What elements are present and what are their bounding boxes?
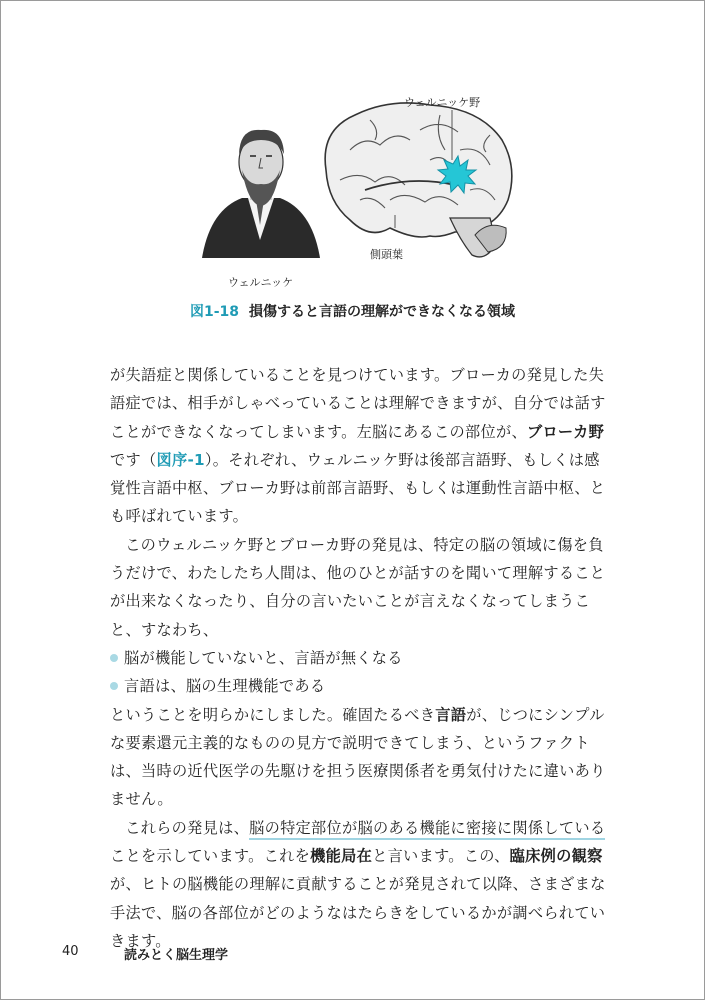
bullet-item-2 bbox=[110, 672, 610, 700]
paragraph-3-text-a: ということを明らかにしました。確固たるべき bbox=[110, 705, 436, 724]
paragraph-3-text-b: が、じつにシンプルな要素還元主義的なものの見方で説明できてしまう、というファクトは、当時の近代医学の先駆けを担う医療関係者を勇気付けたに違いありません。 bbox=[110, 705, 606, 809]
broca-area-term: ブローカ野 bbox=[526, 422, 605, 441]
paragraph-3 bbox=[110, 701, 610, 814]
clinical-observation-term: 臨床例の観察 bbox=[509, 847, 603, 866]
bullet-text-2: 言語は、脳の生理機能である bbox=[124, 677, 326, 696]
paragraph-2: このウェルニッケ野とブローカ野の発見は、特定の脳の領域に傷を負うだけで、わたしたち人間は、他のひとが話すのを聞いて理解することが出来なくなったり、自分の言いたいことが言えなくなってしまうこと、すなわち、 bbox=[110, 535, 606, 639]
wernicke-person-label: ウェルニッケ bbox=[228, 276, 294, 289]
figure-illustration bbox=[190, 90, 520, 300]
book-title: 読みとく脳生理学 bbox=[124, 948, 229, 963]
paragraph-1 bbox=[110, 361, 610, 531]
portrait-illustration bbox=[202, 130, 320, 258]
bullet-item-1 bbox=[110, 644, 610, 672]
figure-reference-link[interactable]: 図序-1 bbox=[156, 450, 205, 469]
page-number: 40 bbox=[62, 944, 79, 959]
paragraph-4-text-c: と言います。この、 bbox=[372, 847, 510, 866]
paragraph-4 bbox=[110, 814, 610, 955]
bullet-text-1: 脳が機能していないと、言語が無くなる bbox=[124, 648, 403, 667]
paragraph-4-text-b: ことを示しています。これを bbox=[110, 847, 311, 866]
paragraph-1-text-c: ）。それぞれ、ウェルニッケ野は後部言語野、もしくは感覚性言語中枢、ブローカ野は前部言語野、もしくは運動性言語中枢、とも呼ばれています。 bbox=[110, 450, 606, 526]
temporal-lobe-label: 側頭葉 bbox=[370, 248, 403, 261]
body-text bbox=[110, 361, 610, 955]
figure-caption bbox=[0, 301, 705, 321]
language-term: 言語 bbox=[435, 705, 467, 724]
figure-wernicke bbox=[190, 90, 520, 300]
paragraph-1-text-b: です（ bbox=[110, 450, 157, 469]
brain-illustration bbox=[325, 103, 512, 257]
paragraph-4-text-a: これらの発見は、 bbox=[125, 818, 250, 837]
paragraph-1-text-a: が失語症と関係していることを見つけています。ブローカの発見した失語症では、相手がしゃべっていることは理解できますが、自分では話すことができなくなってしまいます。左脳にあるこの部位が、 bbox=[110, 366, 606, 441]
bullet-dot-icon bbox=[110, 654, 118, 662]
figure-number: 図1-18 bbox=[189, 304, 240, 320]
paragraph-4-text-d: が、ヒトの脳機能の理解に貢献することが発見されて以降、さまざまな手法で、脳の各部位がどのようなはたらきをしているかが調べられていきます。 bbox=[110, 875, 606, 950]
figure-caption-text: 損傷すると言語の理解ができなくなる領域 bbox=[249, 304, 516, 320]
bullet-dot-icon bbox=[110, 682, 118, 690]
underlined-key-sentence: 脳の特定部位が脳のある機能に密接に関係している bbox=[249, 819, 605, 840]
functional-localization-term: 機能局在 bbox=[310, 847, 373, 866]
wernicke-area-label: ウェルニッケ野 bbox=[404, 96, 481, 109]
